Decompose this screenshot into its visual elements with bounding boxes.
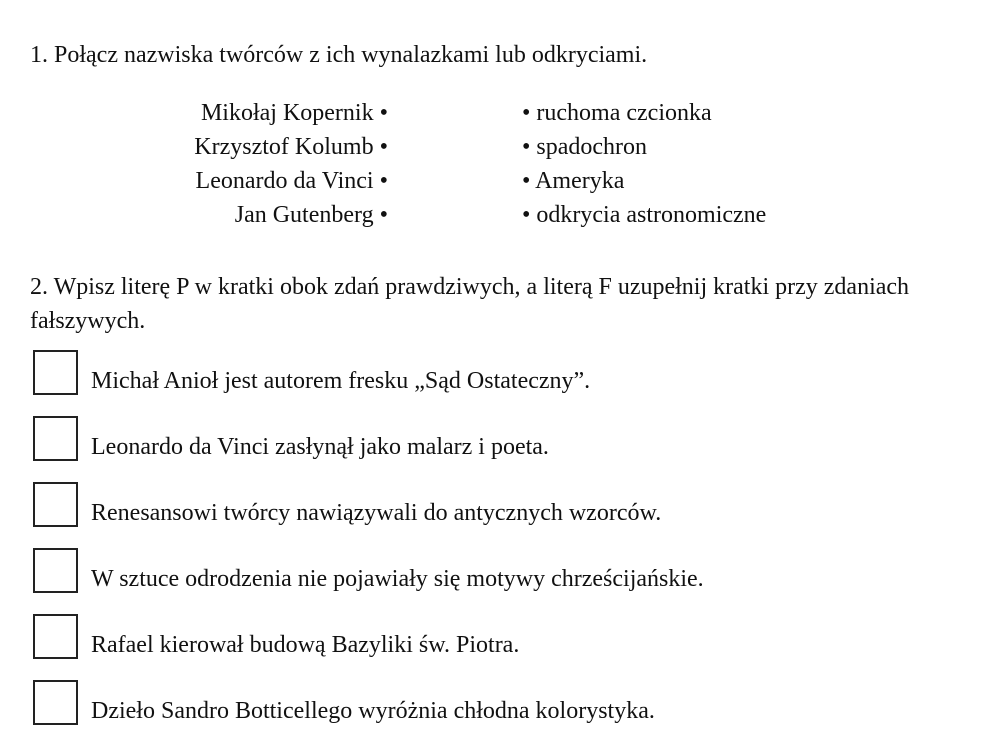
name-gutenberg[interactable]: Jan Gutenberg • [234, 202, 388, 228]
inventions-column [522, 96, 766, 232]
invention-czcionka[interactable]: • ruchoma czcionka [522, 100, 712, 126]
answer-box[interactable] [33, 614, 78, 659]
answer-box[interactable] [33, 482, 78, 527]
question-2-instruction: 2. Wpisz literę P w kratki obok zdań prawdziwych, a literą F uzupełnij kratki przy zdaniach fałszywych. [30, 274, 910, 334]
name-kopernik[interactable]: Mikołaj Kopernik • [200, 100, 388, 126]
statement-row [33, 680, 704, 746]
statement-text: Michał Anioł jest autorem fresku „Sąd Ostateczny”. [91, 368, 591, 394]
statement-text: Renesansowi twórcy nawiązywali do antycznych wzorców. [91, 500, 662, 526]
invention-ameryka[interactable]: • Ameryka [522, 168, 625, 194]
name-kolumb[interactable]: Krzysztof Kolumb • [194, 134, 388, 160]
true-false-list [33, 350, 704, 746]
answer-box[interactable] [33, 416, 78, 461]
statement-text: Leonardo da Vinci zasłynął jako malarz i poeta. [91, 434, 549, 460]
names-column [194, 96, 388, 232]
answer-box[interactable] [33, 350, 78, 395]
statement-row [33, 548, 704, 614]
statement-row [33, 350, 704, 416]
statement-text: Rafael kierował budową Bazyliki św. Piotra. [91, 632, 520, 658]
invention-astronomiczne[interactable]: • odkrycia astronomiczne [522, 202, 767, 228]
answer-box[interactable] [33, 680, 78, 725]
invention-spadochron[interactable]: • spadochron [522, 134, 648, 160]
statement-text: W sztuce odrodzenia nie pojawiały się motywy chrześcijańskie. [91, 566, 704, 592]
statement-text: Dzieło Sandro Botticellego wyróżnia chłodna kolorystyka. [91, 698, 655, 724]
statement-row [33, 482, 704, 548]
statement-row [33, 416, 704, 482]
statement-row [33, 614, 704, 680]
name-da-vinci[interactable]: Leonardo da Vinci • [195, 168, 388, 194]
answer-box[interactable] [33, 548, 78, 593]
question-1-instruction: 1. Połącz nazwiska twórców z ich wynalazkami lub odkryciami. [30, 42, 648, 68]
